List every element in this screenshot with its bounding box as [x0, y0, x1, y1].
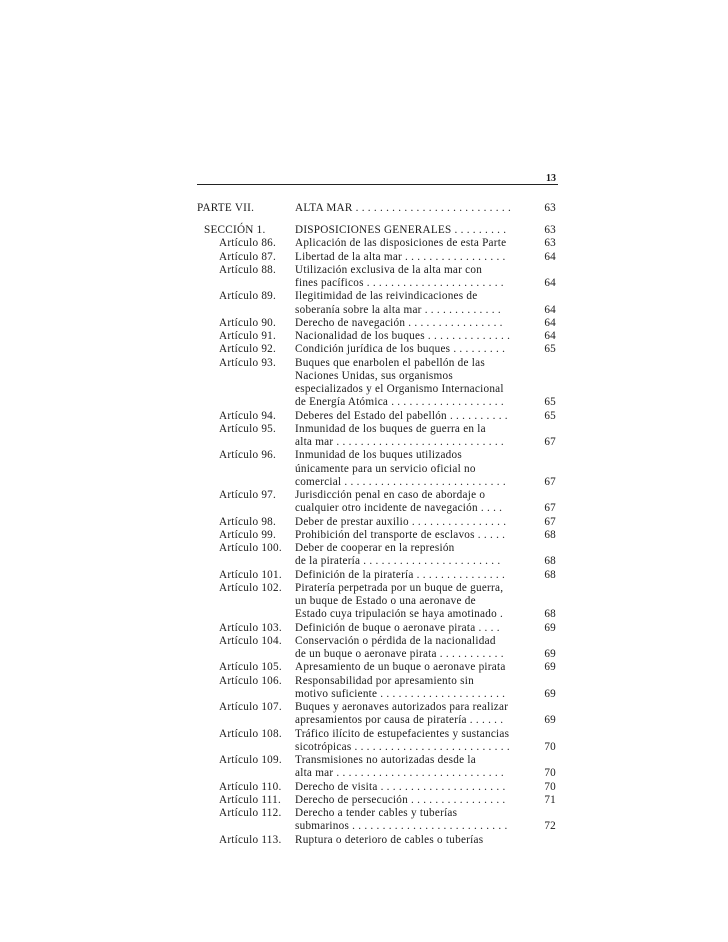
toc-entry-label: Artículo 98. [219, 515, 277, 528]
toc-entry-label: Artículo 103. [219, 621, 282, 634]
toc-row [0, 264, 728, 277]
toc-entry-title: de Energía Atómica . . . . . . . . . . . . . . . . . . . [295, 396, 504, 409]
toc-entry-title: Definición de la piratería . . . . . . . . . . . . . . . [295, 568, 506, 581]
toc-entry-page: 70 [544, 767, 556, 780]
toc-entry-label: Artículo 97. [219, 489, 277, 501]
toc-row [0, 608, 728, 621]
toc-row [0, 741, 728, 754]
toc-entry-title: de un buque o aeronave pirata . . . . . . . . . . . [295, 648, 504, 660]
toc-row [0, 251, 728, 264]
page-number: 13 [546, 173, 556, 184]
toc-entry-label: Artículo 108. [219, 727, 282, 740]
toc-entry-label: Artículo 109. [219, 754, 282, 766]
toc-row [0, 675, 728, 688]
toc-entry-title: ALTA MAR . . . . . . . . . . . . . . . . . . . . . . . . . . [295, 202, 512, 214]
toc-entry-label: Artículo 95. [219, 422, 277, 435]
toc-row [0, 357, 728, 370]
toc-entry-label: Artículo 113. [219, 833, 282, 846]
toc-entry-label: Artículo 86. [219, 237, 277, 250]
toc-entry-label: Artículo 93. [219, 356, 277, 369]
toc-entry-title: Aplicación de las disposiciones de esta Parte [295, 237, 507, 250]
toc-entry-page: 64 [544, 277, 556, 289]
toc-row [0, 383, 728, 396]
toc-entry-title: Tráfico ilícito de estupefacientes y sustancias [295, 727, 510, 740]
toc-entry-page: 71 [544, 793, 556, 806]
toc-entry-title: Libertad de la alta mar . . . . . . . . . . . . . . . . . [295, 250, 506, 263]
toc-row [0, 807, 728, 820]
toc-entry-label: Artículo 111. [219, 793, 282, 806]
toc-row [0, 476, 728, 489]
toc-entry-title: Definición de buque o aeronave pirata . . . . [295, 621, 500, 634]
toc-entry-page: 68 [544, 568, 556, 581]
toc-entry-label: Artículo 92. [219, 343, 277, 356]
toc-row [0, 754, 728, 767]
toc-entry-label: Artículo 106. [219, 674, 282, 687]
toc-row [0, 569, 728, 582]
toc-row [0, 237, 728, 250]
toc-entry-label: Artículo 90. [219, 316, 277, 329]
toc-entry-page: 64 [544, 330, 556, 342]
toc-entry-label: SECCIÓN 1. [204, 224, 266, 236]
toc-entry-title: Derecho a tender cables y tuberías [295, 807, 458, 819]
toc-entry-title: de la piratería . . . . . . . . . . . . . . . . . . . . . . . [295, 555, 501, 568]
toc-entry-page: 68 [544, 555, 556, 568]
toc-entry-title: únicamente para un servicio oficial no [295, 462, 476, 475]
toc-row [0, 330, 728, 343]
toc-entry-title: Derecho de navegación . . . . . . . . . . . . . . . . [295, 316, 503, 329]
toc-entry-page: 69 [544, 687, 556, 700]
toc-entry-title: Conservación o pérdida de la nacionalidad [295, 634, 496, 647]
toc-entry-label: Artículo 101. [219, 568, 282, 581]
toc-entry-page: 64 [544, 303, 556, 316]
toc-entry-title: Derecho de persecución . . . . . . . . . . . . . . . . [295, 793, 506, 806]
toc-row [0, 463, 728, 476]
toc-row [0, 516, 728, 529]
toc-row [0, 648, 728, 661]
toc-entry-title: Inmunidad de los buques utilizados [295, 449, 462, 462]
toc-entry-label: Artículo 104. [219, 634, 282, 647]
toc-entry-page: 68 [544, 528, 556, 541]
toc-row [0, 714, 728, 727]
toc-row [0, 688, 728, 701]
toc-entry-title: Deber de prestar auxilio . . . . . . . . . . . . . . . . [295, 515, 507, 528]
toc-row [0, 224, 728, 237]
toc-row [0, 410, 728, 423]
toc-entry-page: 63 [544, 237, 556, 250]
toc-entry-label: PARTE VII. [197, 202, 255, 214]
toc-entry-title: motivo suficiente . . . . . . . . . . . . . . . . . . . . . [295, 687, 506, 700]
toc-row [0, 834, 728, 847]
toc-entry-page: 69 [544, 648, 556, 660]
toc-entry-title: alta mar . . . . . . . . . . . . . . . . . . . . . . . . . . . . [295, 767, 504, 780]
toc-entry-page: 67 [544, 515, 556, 528]
toc-row [0, 661, 728, 674]
toc-row [0, 436, 728, 449]
toc-entry-title: sicotrópicas . . . . . . . . . . . . . . . . . . . . . . . . . . [295, 740, 510, 753]
toc-entry-title: Utilización exclusiva de la alta mar con [295, 263, 483, 276]
toc-row [0, 423, 728, 436]
toc-entry-title: Buques y aeronaves autorizados para realizar [295, 701, 509, 713]
toc-entry-label: Artículo 91. [219, 330, 277, 342]
toc-entry-page: 65 [544, 396, 556, 409]
toc-row [0, 542, 728, 555]
toc-entry-label: Artículo 96. [219, 449, 277, 462]
toc-row [0, 529, 728, 542]
toc-entry-title: cualquier otro incidente de navegación . . . . [295, 502, 503, 515]
toc-entry-title: Derecho de visita . . . . . . . . . . . . . . . . . . . . . [295, 780, 506, 793]
toc-entry-page: 70 [544, 780, 556, 793]
toc-entry-title: Ilegitimidad de las reivindicaciones de [295, 290, 478, 303]
toc-row [0, 820, 728, 833]
toc-entry-title: Naciones Unidas, sus organismos [295, 369, 453, 382]
toc-entry-page: 64 [544, 250, 556, 263]
toc-row [0, 635, 728, 648]
toc-entry-title: fines pacíficos . . . . . . . . . . . . . . . . . . . . . . . [295, 277, 504, 289]
toc-entry-title: Estado cuya tripulación se haya amotinado . [295, 608, 504, 621]
toc-entry-title: Ruptura o deterioro de cables o tuberías [295, 833, 484, 846]
toc-entry-title: apresamientos por causa de piratería . . . . . . [295, 714, 504, 727]
toc-entry-label: Artículo 105. [219, 661, 282, 674]
toc-entry-title: Responsabilidad por apresamiento sin [295, 674, 474, 687]
toc-entry-page: 63 [544, 202, 556, 214]
toc-row [0, 449, 728, 462]
toc-row [0, 595, 728, 608]
toc-row [0, 728, 728, 741]
toc-row [0, 290, 728, 303]
toc-entry-page: 67 [544, 502, 556, 515]
toc-entry-label: Artículo 100. [219, 542, 282, 554]
toc-entry-title: alta mar . . . . . . . . . . . . . . . . . . . . . . . . . . . . [295, 436, 504, 448]
toc-entry-title: Buques que enarbolen el pabellón de las [295, 356, 485, 369]
toc-entry-title: Jurisdicción penal en caso de abordaje o [295, 489, 486, 501]
toc-entry-label: Artículo 87. [219, 250, 277, 263]
toc-entry-title: Deberes del Estado del pabellón . . . . . . . . . . [295, 409, 508, 422]
toc-entry-label: Artículo 99. [219, 528, 277, 541]
toc-entry-title: Deber de cooperar en la represión [295, 542, 455, 554]
toc-row [0, 555, 728, 568]
toc-entry-label: Artículo 112. [219, 807, 282, 819]
toc-entry-page: 68 [544, 608, 556, 621]
toc-entry-label: Artículo 94. [219, 409, 277, 422]
toc-row [0, 582, 728, 595]
toc-row [0, 396, 728, 409]
toc-entry-label: Artículo 102. [219, 581, 282, 594]
toc-entry-title: Nacionalidad de los buques . . . . . . . . . . . . . . [295, 330, 511, 342]
toc-entry-label: Artículo 88. [219, 263, 277, 276]
toc-entry-title: Prohibición del transporte de esclavos . . . . . [295, 528, 506, 541]
toc-entry-page: 69 [544, 621, 556, 634]
toc-row [0, 343, 728, 356]
toc-entry-title: Transmisiones no autorizadas desde la [295, 754, 476, 766]
toc-row [0, 794, 728, 807]
toc-entry-title: DISPOSICIONES GENERALES . . . . . . . . . [295, 224, 507, 236]
toc-entry-title: Piratería perpetrada por un buque de guerra, [295, 581, 504, 594]
toc-row [0, 304, 728, 317]
toc-entry-page: 67 [544, 475, 556, 488]
toc-entry-page: 69 [544, 714, 556, 727]
toc-entry-label: Artículo 107. [219, 701, 282, 713]
toc-entry-title: un buque de Estado o una aeronave de [295, 595, 476, 607]
toc-entry-page: 72 [544, 820, 556, 833]
header-rule [197, 184, 558, 185]
toc-row [0, 489, 728, 502]
toc-entry-page: 69 [544, 661, 556, 674]
toc-entry-label: Artículo 110. [219, 780, 282, 793]
toc-entry-title: Apresamiento de un buque o aeronave pirata [295, 661, 506, 674]
toc-entry-page: 65 [544, 343, 556, 356]
toc-entry-label: Artículo 89. [219, 290, 277, 303]
toc-entry-page: 67 [544, 436, 556, 448]
toc-row [0, 277, 728, 290]
toc-entry-title: especializados y el Organismo Internacional [295, 383, 504, 395]
toc-entry-title: comercial . . . . . . . . . . . . . . . . . . . . . . . . . . . [295, 475, 506, 488]
toc-entry-title: soberanía sobre la alta mar . . . . . . . . . . . . . [295, 303, 501, 316]
toc-entry-page: 65 [544, 409, 556, 422]
toc-entry-title: submarinos . . . . . . . . . . . . . . . . . . . . . . . . . . [295, 820, 508, 833]
toc-entry-title: Condición jurídica de los buques . . . . . . . . . [295, 343, 506, 356]
toc-row [0, 202, 728, 215]
toc-row [0, 781, 728, 794]
toc-row [0, 622, 728, 635]
toc-entry-title: Inmunidad de los buques de guerra en la [295, 422, 486, 435]
toc-entry-page: 63 [544, 224, 556, 236]
toc-entry-page: 64 [544, 316, 556, 329]
toc-entry-page: 70 [544, 740, 556, 753]
toc-row [0, 317, 728, 330]
toc-row [0, 502, 728, 515]
toc-row [0, 370, 728, 383]
toc-row [0, 767, 728, 780]
toc-row [0, 701, 728, 714]
